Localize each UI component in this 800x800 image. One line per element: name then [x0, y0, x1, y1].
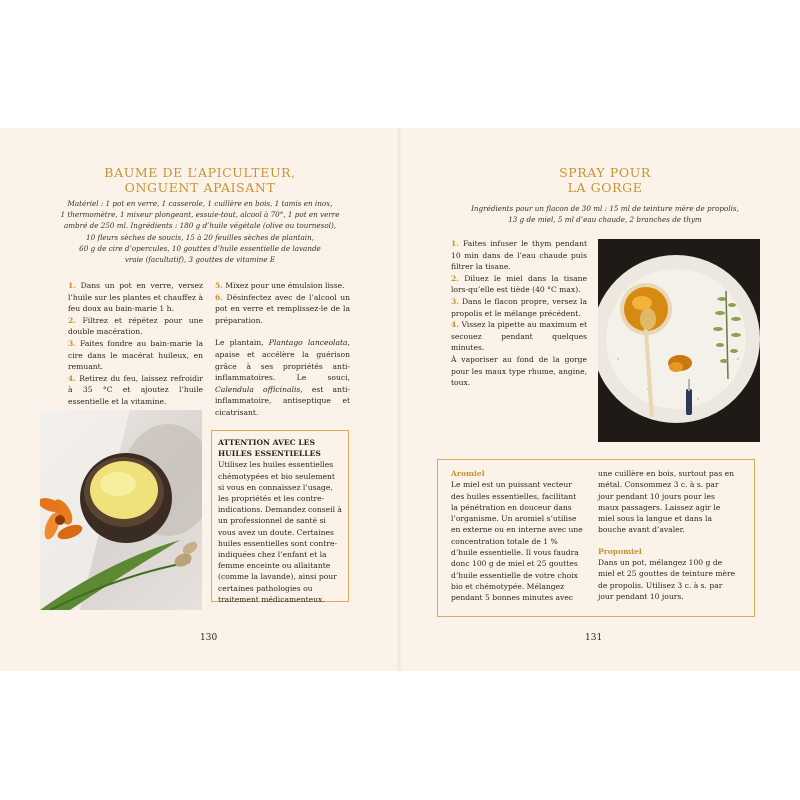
recipe-step: [215, 280, 350, 292]
left-title-line1: BAUME DE L’APICULTEUR,: [104, 165, 296, 180]
book-spread: [0, 128, 800, 671]
step-number: 5.: [215, 281, 223, 290]
honey-plate-illustration: [598, 239, 760, 442]
aromiel-text-part2: une cuillère en bois, surtout pas en métal. Consommez 3 c. à s. par jour pendant 10 jours pour les maux passagers. Laissez agir le miel sous la langue et dans la bouche avant d’avaler.: [598, 469, 735, 535]
recipe-step: [215, 292, 350, 327]
propomiel-title: Propomiel: [598, 546, 642, 556]
right-ingredients-intro: [452, 203, 758, 225]
step-text: Dans le flacon propre, versez la propolis et le mélange précédent.: [451, 296, 587, 318]
intro-line: vraie (facultatif), 3 gouttes de vitamine E: [124, 255, 276, 265]
right-title-line2: LA GORGE: [567, 180, 643, 195]
propomiel-text: Dans un pot, mélangez 100 g de miel et 25 gouttes de teinture mère de propolis. Utilisez 3 c. à s. par jour pendant 10 jours.: [598, 558, 736, 601]
aromiel-title: Aromiel: [451, 469, 485, 478]
recipe-step: [451, 296, 587, 319]
intro-line: Ingrédients pour un flacon de 30 ml : 15 ml de teinture mère de propolis,: [471, 204, 739, 213]
step-number: 2.: [68, 315, 76, 325]
left-steps-column-1: [68, 280, 203, 408]
honey-thyme-photo: [598, 239, 760, 442]
step-number: 2.: [451, 273, 459, 283]
page-number-left: 130: [200, 633, 218, 643]
intro-line: 1 thermomètre, 1 mixeur plongeant, essuie-tout, alcool à 70°, 1 pot en verre: [60, 210, 340, 220]
recipe-step: [451, 273, 587, 296]
plantain-note: [215, 337, 350, 418]
recipe-step: [68, 338, 203, 373]
page-number-right: 131: [585, 633, 603, 643]
step-text: Dans un pot en verre, versez l’huile sur les plantes et chauffez à feu doux au bain-marie 1 h.: [68, 281, 203, 314]
intro-line: ambré de 250 ml. Ingrédients : 180 g d’huile végétale (olive ou tournesol),: [63, 221, 337, 231]
step-text: Vissez la pipette au maximum et secouez pendant quelques minutes.: [451, 320, 587, 353]
step-number: 3.: [451, 296, 459, 306]
attention-essential-oils-box: [211, 430, 349, 602]
recipe-step: [68, 373, 203, 408]
plantain-text: Le plantain,: [215, 338, 269, 348]
step-text: Faites infuser le thym pendant 10 min dans de l’eau chaude puis filtrer la tisane.: [451, 239, 588, 272]
right-title-line1: SPRAY POUR: [559, 165, 651, 180]
aromiel-column-2: [598, 468, 736, 602]
plantain-latin-name: Plantago lanceolata: [268, 338, 348, 348]
intro-line: 60 g de cire d’opercules, 10 gouttes d’huile essentielle de lavande: [79, 243, 321, 253]
souci-latin-name: Calendula officinalis: [215, 384, 301, 394]
left-page-title: [60, 165, 340, 195]
souci-text: , est anti-inflammatoire, antiseptique et cicatrisant.: [215, 384, 350, 417]
recipe-step: [451, 238, 587, 273]
left-materials-intro: [50, 198, 350, 265]
step-text: Mixez pour une émulsion lisse.: [225, 281, 345, 290]
intro-line: 10 fleurs sèches de soucis, 15 à 20 feuilles sèches de plantain,: [86, 232, 314, 242]
left-title-line2: ONGUENT APAISANT: [124, 180, 276, 195]
recipe-step: [451, 319, 587, 354]
plantain-text: , apaise et accélère la guérison grâce à ses propriétés anti-inflammatoires. Le souci,: [215, 338, 350, 383]
usage-note: À vaporiser au fond de la gorge pour les maux type rhume, angine, toux.: [451, 354, 587, 388]
step-text: Diluez le miel dans la tisane lors-qu’elle est tiède (40 °C max).: [451, 273, 587, 295]
step-number: 6.: [215, 292, 223, 302]
intro-line: 13 g de miel, 5 ml d’eau chaude, 2 branches de thym: [508, 215, 702, 225]
step-text: Retirez du feu, laissez refroidir à 35 °C et ajoutez l’huile essentielle et la vitamine.: [68, 373, 203, 406]
step-text: Désinfectez avec de l’alcool un pot en verre et remplissez-le de la préparation.: [215, 292, 350, 325]
recipe-step: [68, 315, 203, 338]
aromiel-column-1: [451, 468, 583, 604]
step-number: 3.: [68, 338, 76, 348]
attention-box-title: ATTENTION AVEC LES HUILES ESSENTIELLES: [218, 438, 321, 459]
intro-line: Matériel : 1 pot en verre, 1 casserole, 1 cuillère en bois, 1 tamis en inox,: [67, 199, 333, 208]
left-steps-column-2: [215, 280, 350, 419]
recipe-step: [68, 280, 203, 315]
right-steps-column: [451, 238, 587, 389]
attention-box-text: Utilisez les huiles essentielles chémotypées et bio seulement si vous en connaissez l’usage, les propriétés et les contre-indications. Demandez conseil à un professionnel de santé si vous avez un doute. Certaines huiles essentielles sont contre-indiquées chez l’enfant et la femme enceinte ou allaitante (comme la lavande), ainsi pour certaines pathologies ou traitement médicamenteux.: [218, 460, 342, 604]
balm-jar-illustration: [40, 410, 202, 610]
aromiel-text-part1: Le miel est un puissant vecteur des huiles essentielles, facilitant la pénétration en douceur dans l’organisme. Un aromiel s’utilise en externe ou en interne avec une concentration totale de 1 % d’huile essentielle. Il vous faudra donc 100 g de miel et 25 gouttes d’huile essentielle de votre choix bio et chémotypée. Mélangez pendant 5 bonnes minutes avec: [451, 480, 583, 603]
step-text: Faites fondre au bain-marie la cire dans le macérat huileux, en remuant.: [68, 338, 203, 372]
step-number: 1.: [68, 281, 76, 290]
book-gutter: [398, 128, 402, 671]
step-number: 4.: [68, 373, 76, 383]
right-page-title: [470, 165, 740, 195]
balm-jar-photo: [40, 410, 202, 610]
step-number: 1.: [451, 239, 459, 248]
step-number: 4.: [451, 320, 459, 330]
step-text: Filtrez et répétez pour une double macération.: [68, 315, 203, 337]
